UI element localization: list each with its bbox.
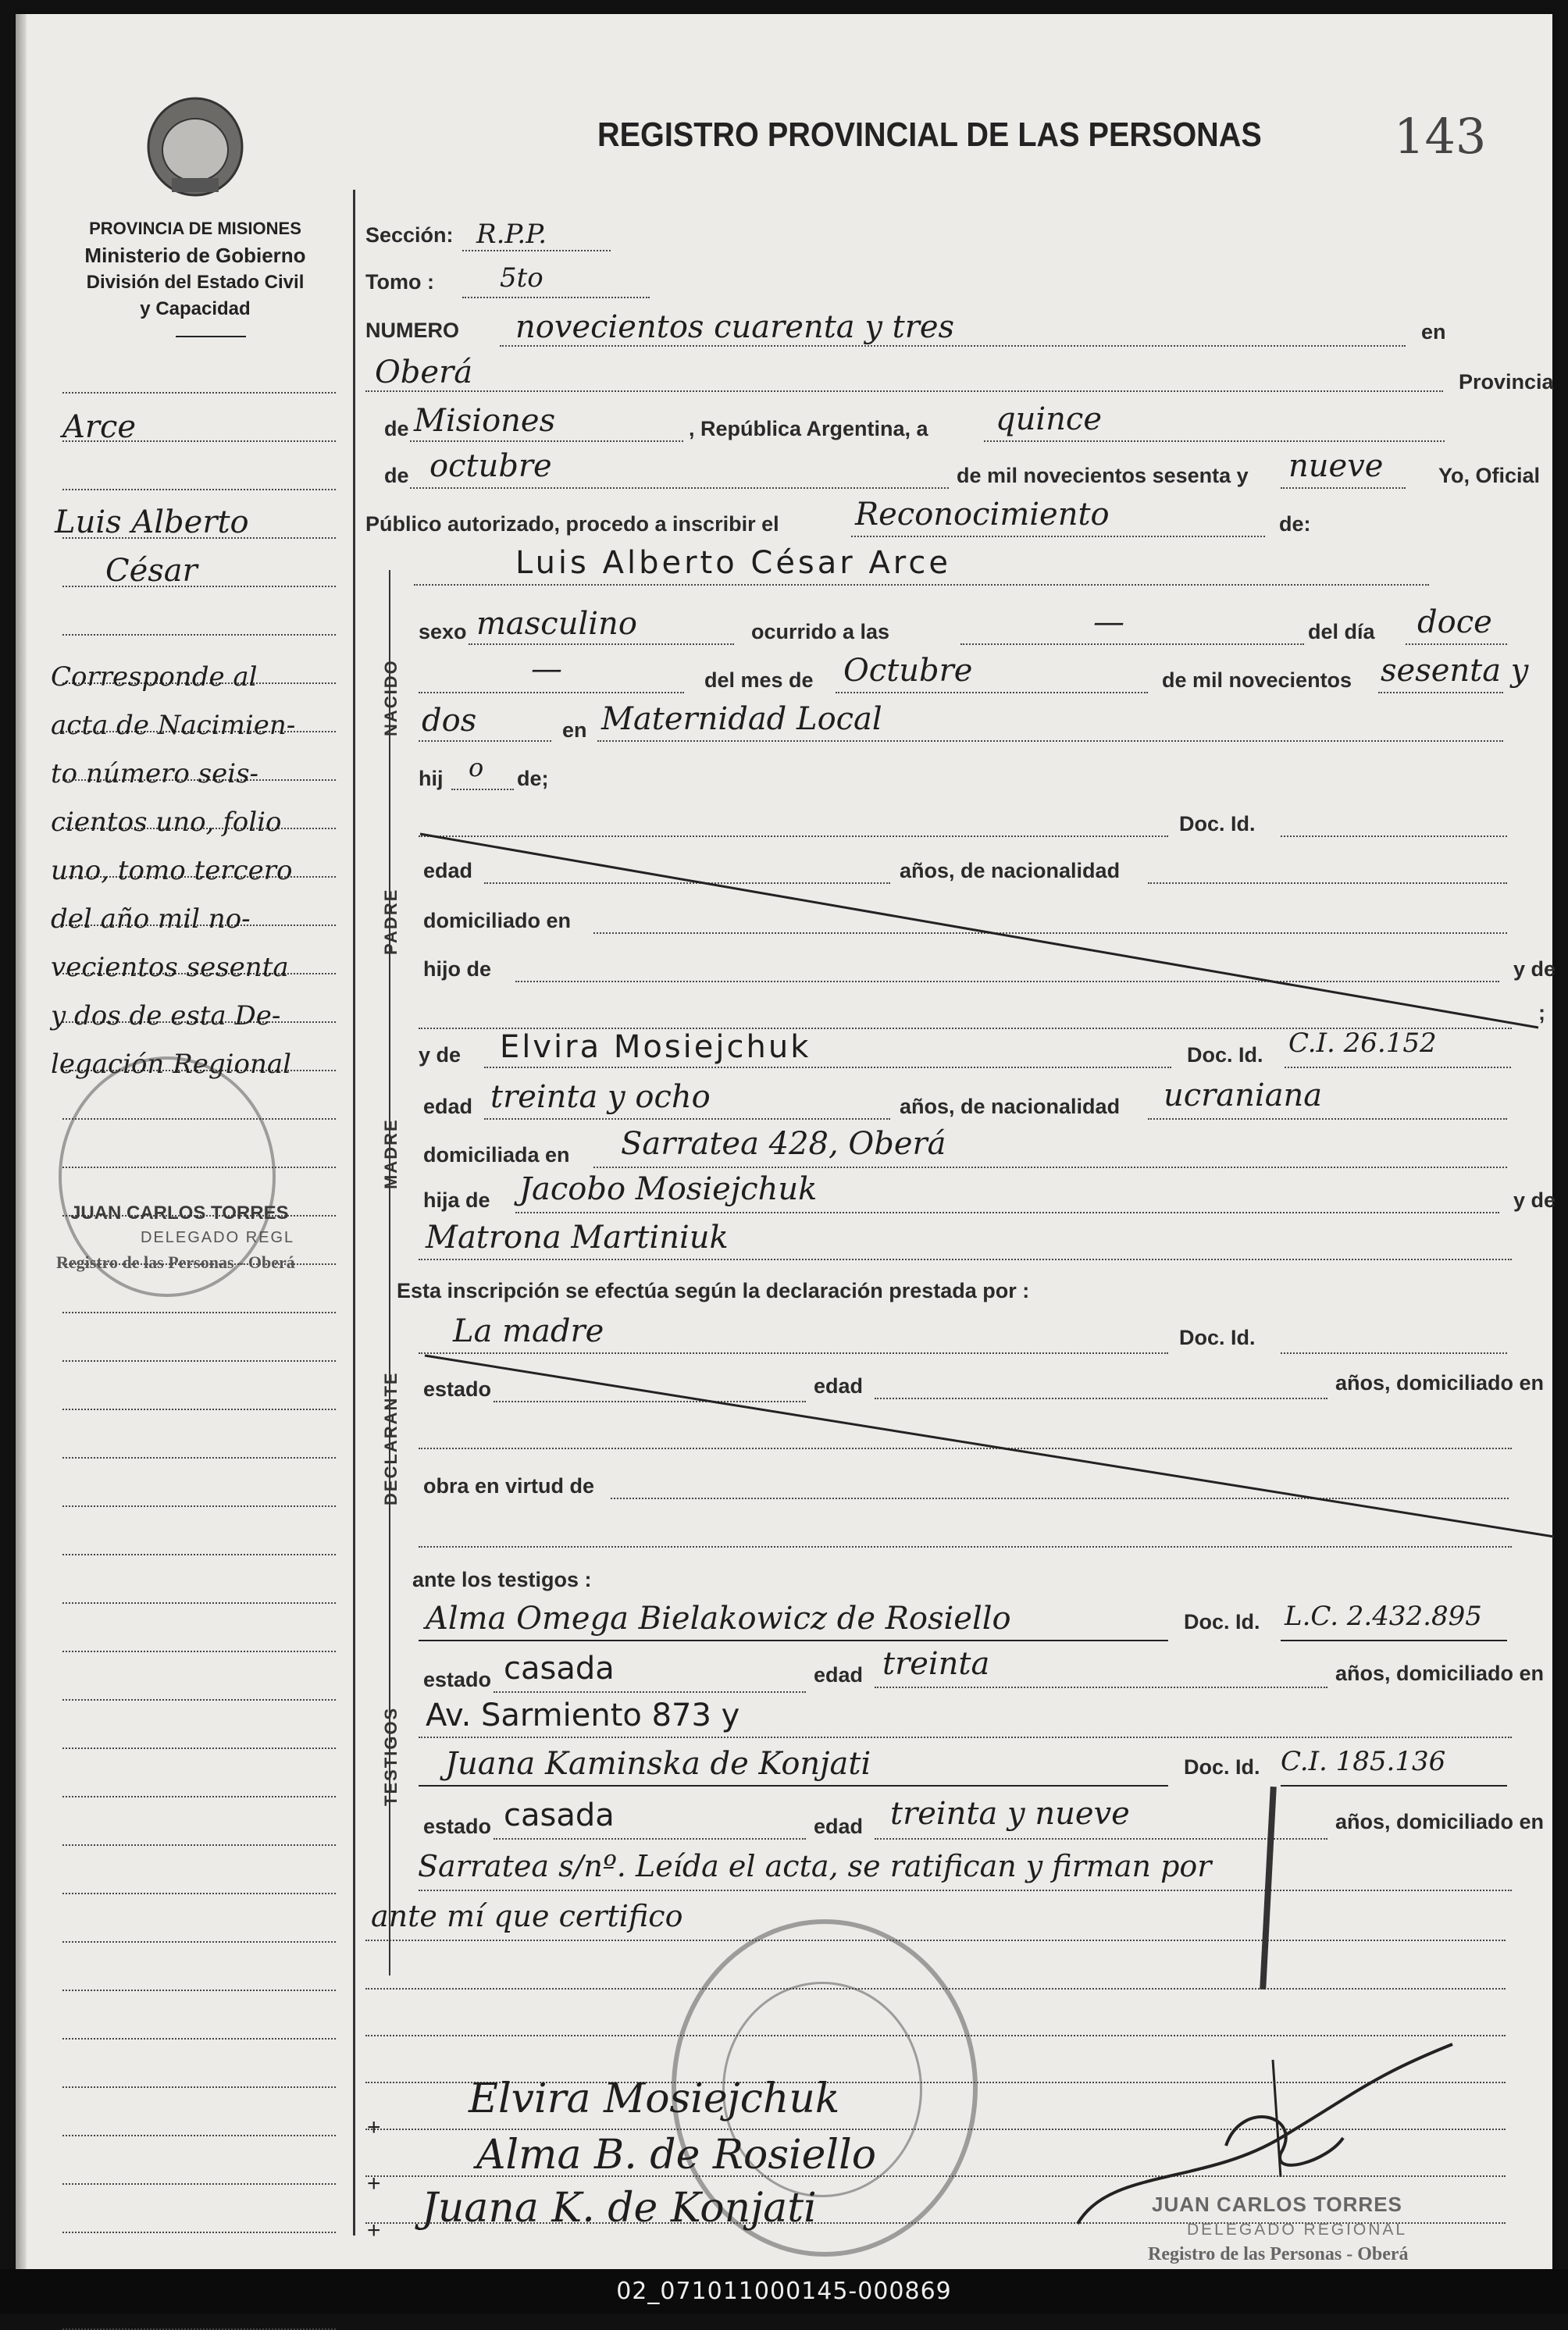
dotted-line xyxy=(494,1691,806,1693)
testigo2-doc-label: Doc. Id. xyxy=(1184,1755,1260,1779)
numero-value: novecientos cuarenta y tres xyxy=(515,309,955,345)
en-label: en xyxy=(1421,320,1446,344)
testigo2-anos-label: años, domiciliado en xyxy=(1335,1810,1545,1833)
en-label-nac: en xyxy=(562,718,587,742)
margin-dotted-line xyxy=(62,392,336,394)
capacidad-label: y Capacidad xyxy=(140,298,251,319)
margin-surname: Arce xyxy=(62,409,137,445)
de-colon-label: de: xyxy=(1279,512,1311,536)
margin-given-names-2: César xyxy=(105,553,198,589)
dotted-line xyxy=(365,1940,1506,1941)
margin-dotted-line xyxy=(62,2183,336,2185)
mil-novecientos-nac-label: de mil novecientos xyxy=(1162,668,1352,692)
cross-mark: + xyxy=(367,2114,381,2140)
lugar-value: Oberá xyxy=(375,354,473,390)
hora-value: — xyxy=(1093,604,1124,640)
margin-dotted-line xyxy=(62,1893,336,1894)
underline xyxy=(1281,1785,1507,1787)
left-stamp-name: JUAN CARLOS TORRES xyxy=(70,1202,289,1224)
testigo1-dom-value: Av. Sarmiento 873 y xyxy=(426,1698,740,1733)
lugar-nac-value: Maternidad Local xyxy=(601,701,882,737)
dotted-line xyxy=(414,584,1429,586)
madre-y-de-2-label: y de xyxy=(1513,1188,1556,1212)
dotted-line xyxy=(1281,487,1406,489)
mes-value: octubre xyxy=(429,448,552,484)
dotted-line xyxy=(593,1167,1507,1168)
sexo-value: masculino xyxy=(476,606,637,642)
margin-dotted-line xyxy=(62,1844,336,1846)
dotted-line xyxy=(410,440,683,442)
margin-note-line: y dos de esta De- xyxy=(51,1000,281,1031)
madre-hija-label: hija de xyxy=(423,1188,490,1212)
margin-dotted-line xyxy=(62,634,336,636)
numero-label: NUMERO xyxy=(365,319,459,342)
margin-separator xyxy=(353,190,355,2236)
margin-dotted-line xyxy=(62,2232,336,2233)
dotted-line xyxy=(836,692,1148,693)
dotted-line xyxy=(419,1890,1512,1891)
margin-dotted-line xyxy=(62,1457,336,1459)
testigo2-dom-value: Sarratea s/nº. Leída el acta, se ratifican y firman por xyxy=(418,1849,1212,1883)
margin-dotted-line xyxy=(62,1602,336,1604)
de-semicolon-label: de; xyxy=(517,767,549,790)
page-fold xyxy=(16,14,27,2269)
anio-nac-2-value: dos xyxy=(422,703,477,739)
margin-dotted-line xyxy=(62,2086,336,2088)
testigo1-anos-label: años, domiciliado en xyxy=(1335,1662,1545,1685)
cross-mark: + xyxy=(367,2171,381,2196)
margin-dotted-line xyxy=(62,1796,336,1797)
margin-note-line: uno, tomo tercero xyxy=(51,855,293,886)
left-stamp-place: Registro de las Personas - Oberá xyxy=(56,1252,295,1272)
testigo2-edad-value: treinta y nueve xyxy=(890,1796,1130,1832)
padre-semicolon: ; xyxy=(1538,1001,1545,1024)
margin-note-line: cientos uno, folio xyxy=(51,807,282,838)
del-mes-label: del mes de xyxy=(704,668,814,692)
margin-dotted-line xyxy=(62,1699,336,1701)
dotted-line xyxy=(597,740,1503,742)
declarante-crossout-line xyxy=(422,1351,1562,1546)
margin-dotted-line xyxy=(62,1360,336,1362)
dotted-line xyxy=(419,1259,1512,1260)
madre-y-de-label: y de xyxy=(419,1043,461,1067)
testigos-intro-label: ante los testigos : xyxy=(412,1568,592,1591)
dotted-line xyxy=(1406,643,1507,645)
ministerio-label: Ministerio de Gobierno xyxy=(84,244,306,267)
signature-2: Alma B. de Rosiello xyxy=(476,2132,877,2179)
padre-crossout-line xyxy=(414,826,1546,1045)
madre-doc-label: Doc. Id. xyxy=(1187,1043,1263,1067)
mes-nac-value: Octubre xyxy=(843,653,973,689)
padre-doc-label: Doc. Id. xyxy=(1179,812,1256,835)
dotted-line xyxy=(875,1838,1327,1840)
margin-dotted-line xyxy=(62,1409,336,1410)
madre-padre-value: Jacobo Mosiejchuk xyxy=(519,1171,818,1207)
dotted-line xyxy=(1148,1118,1507,1120)
tomo-label: Tomo : xyxy=(365,270,434,294)
madre-edad-label: edad xyxy=(423,1095,473,1118)
madre-nac-value: ucraniana xyxy=(1164,1078,1323,1113)
dotted-line xyxy=(462,297,650,298)
dotted-line xyxy=(984,440,1445,442)
dotted-line xyxy=(1378,692,1503,693)
de-label: de xyxy=(384,417,409,440)
publico-label: Público autorizado, procedo a inscribir el xyxy=(365,512,779,536)
madre-value: Elvira Mosiejchuk xyxy=(500,1029,811,1065)
cierre-value: ante mí que certifico xyxy=(371,1899,683,1933)
right-stamp-title: DELEGADO REGIONAL xyxy=(1187,2221,1408,2239)
testigo2-estado-label: estado xyxy=(423,1815,492,1838)
file-id-caption: 02_071011000145-000869 xyxy=(0,2269,1568,2314)
hij-label: hij xyxy=(419,767,444,790)
dotted-line xyxy=(515,1212,1499,1213)
margin-dotted-line xyxy=(62,1651,336,1652)
margin-note-line: del año mil no- xyxy=(51,903,251,935)
margin-note-line: vecientos sesenta xyxy=(51,952,289,983)
margin-note xyxy=(51,653,295,1088)
madre-madre-value: Matrona Martiniuk xyxy=(426,1220,729,1256)
dotted-line xyxy=(419,692,684,693)
anio-value: nueve xyxy=(1288,448,1384,484)
dotted-line xyxy=(410,487,949,489)
provincial-crest-icon xyxy=(141,92,250,201)
declarante-value: La madre xyxy=(453,1313,604,1349)
yo-oficial-label: Yo, Oficial xyxy=(1438,464,1541,487)
padre-y-de-label: y de xyxy=(1513,957,1556,981)
testigo2-edad-label: edad xyxy=(814,1815,864,1838)
declarante-estado-label: estado xyxy=(423,1377,492,1401)
testigo1-edad-label: edad xyxy=(814,1663,864,1687)
document-page xyxy=(16,14,1556,2269)
testigo2-value: Juana Kaminska de Konjati xyxy=(445,1746,871,1782)
dia-value: quince xyxy=(996,401,1102,437)
padre-anos-label: años, de nacionalidad xyxy=(900,859,1121,882)
seccion-value: R.P.P. xyxy=(476,219,547,250)
testigo1-edad-value: treinta xyxy=(882,1646,990,1682)
del-dia-label: del día xyxy=(1308,620,1375,643)
dotted-line xyxy=(1285,1067,1511,1068)
right-stamp-place: Registro de las Personas - Oberá xyxy=(1148,2244,1409,2264)
divider xyxy=(176,336,246,337)
dotted-line xyxy=(419,1546,1512,1548)
testigo1-doc-value: L.C. 2.432.895 xyxy=(1285,1601,1482,1632)
right-stamp-name: JUAN CARLOS TORRES xyxy=(1152,2193,1402,2216)
signature-1: Elvira Mosiejchuk xyxy=(469,2075,840,2122)
margin-dotted-line xyxy=(62,586,336,587)
madre-edad-value: treinta y ocho xyxy=(490,1079,711,1115)
page-number: 143 xyxy=(1394,108,1487,165)
dotted-line xyxy=(484,1118,890,1120)
testigo2-doc-value: C.I. 185.136 xyxy=(1281,1746,1446,1777)
testigos-label: TESTIGOS xyxy=(381,1706,401,1806)
margin-dotted-line xyxy=(62,2135,336,2136)
dotted-line xyxy=(419,740,551,742)
margin-note-line: acta de Nacimien- xyxy=(51,710,296,741)
madre-dom-label: domiciliada en xyxy=(423,1143,570,1167)
padre-hijo-label: hijo de xyxy=(423,957,491,981)
underline xyxy=(1281,1640,1507,1641)
dotted-line xyxy=(469,643,734,645)
republica-label: , República Argentina, a xyxy=(689,417,928,440)
anio-nac-1-value: sesenta y xyxy=(1381,653,1529,689)
margin-given-names-1: Luis Alberto xyxy=(55,504,249,540)
dotted-line xyxy=(462,250,611,251)
margin-dotted-line xyxy=(62,1748,336,1749)
margin-dotted-line xyxy=(62,489,336,490)
tomo-value: 5to xyxy=(500,262,543,294)
margin-dotted-line xyxy=(62,2038,336,2040)
dotted-line xyxy=(500,345,1406,347)
cross-mark: + xyxy=(367,2218,381,2243)
dotted-line xyxy=(419,1737,1512,1738)
madre-dom-value: Sarratea 428, Oberá xyxy=(621,1126,946,1162)
margin-dotted-line xyxy=(62,1941,336,1943)
seccion-label: Sección: xyxy=(365,223,454,247)
signature-3: Juana K. de Konjati xyxy=(422,2185,817,2232)
dotted-line xyxy=(494,1838,806,1840)
de-label: de xyxy=(384,464,409,487)
testigo1-doc-label: Doc. Id. xyxy=(1184,1610,1260,1633)
declarante-edad-label: edad xyxy=(814,1374,864,1398)
margin-dotted-line xyxy=(62,1505,336,1507)
provincia-label: PROVINCIA DE MISIONES xyxy=(89,219,301,238)
officer-vertical-stroke xyxy=(1260,1787,1277,1990)
margin-note-line: to número seis- xyxy=(51,758,259,789)
declarante-doc-label: Doc. Id. xyxy=(1179,1326,1256,1349)
division-label: División del Estado Civil xyxy=(86,272,305,293)
dotted-line xyxy=(851,536,1265,537)
margin-dotted-line xyxy=(62,1554,336,1555)
testigo1-value: Alma Omega Bielakowicz de Rosiello xyxy=(426,1601,1011,1637)
madre-doc-value: C.I. 26.152 xyxy=(1288,1028,1437,1059)
padre-label: PADRE xyxy=(381,888,401,955)
margin-dotted-line xyxy=(62,1990,336,1991)
hij-suffix-value: o xyxy=(469,753,484,782)
testigo2-estado-value: casada xyxy=(504,1797,615,1833)
dotted-line xyxy=(960,643,1304,645)
declarante-label: DECLARANTE xyxy=(381,1371,401,1505)
mil-novecientos-label: de mil novecientos sesenta y xyxy=(957,464,1249,487)
left-stamp-title: DELEGADO REGL xyxy=(141,1229,295,1246)
provincia-value: Misiones xyxy=(414,403,556,439)
margin-note-line: legación Regional xyxy=(51,1049,291,1080)
acto-value: Reconocimiento xyxy=(855,497,1110,533)
madre-label: MADRE xyxy=(381,1118,401,1189)
registrant-name: Luis Alberto César Arce xyxy=(515,545,951,581)
sexo-label: sexo xyxy=(419,620,467,643)
dotted-line xyxy=(875,1687,1327,1688)
madre-anos-label: años, de nacionalidad xyxy=(900,1095,1121,1118)
dia-nac-value: doce xyxy=(1417,604,1492,640)
margin-dotted-line xyxy=(62,1312,336,1313)
declarante-anos-label: años, domiciliado en xyxy=(1335,1371,1545,1395)
underline xyxy=(419,1640,1168,1641)
dotted-line xyxy=(365,390,1443,392)
nacido-label: NACIDO xyxy=(381,659,401,736)
dotted-line xyxy=(451,789,514,790)
hora2-value: — xyxy=(531,651,562,687)
padre-dom-label: domiciliado en xyxy=(423,909,572,932)
ocurrido-label: ocurrido a las xyxy=(751,620,890,643)
padre-edad-label: edad xyxy=(423,859,473,882)
underline xyxy=(419,1785,1168,1787)
declarante-obra-label: obra en virtud de xyxy=(423,1474,595,1498)
page-title: REGISTRO PROVINCIAL DE LAS PERSONAS xyxy=(597,116,1262,154)
testigo1-estado-label: estado xyxy=(423,1668,492,1691)
dotted-line xyxy=(484,1067,1171,1068)
testigo1-estado-value: casada xyxy=(504,1651,615,1687)
margin-note-line: Corresponde al xyxy=(51,661,258,693)
inscripcion-label: Esta inscripción se efectúa según la declaración prestada por : xyxy=(397,1279,1030,1302)
provincia-label-form: Provincia xyxy=(1459,370,1554,394)
